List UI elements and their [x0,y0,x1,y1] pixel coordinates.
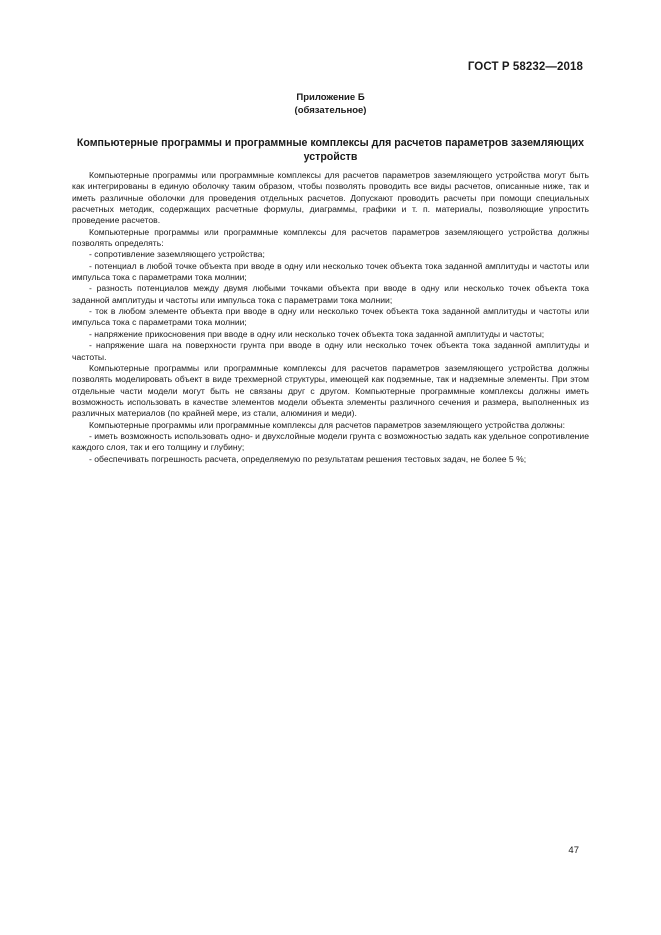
standard-code: ГОСТ Р 58232—2018 [467,61,583,73]
list-item: - напряжение шага на поверхности грунта при вводе в одну или несколько точек объекта тока заданной амплитуды и частоты. [72,340,589,362]
page-number: 47 [568,845,579,856]
list-item: - напряжение прикосновения при вводе в одну или несколько точек объекта тока заданной амплитуды и частоты; [89,328,545,339]
annex-title: Приложение Б [296,92,365,103]
list-item: - иметь возможность использовать одно- и двухслойные модели грунта с возможностью задать как удельное сопротивление каждого слоя, так и его толщину и глубину; [72,430,589,453]
annex-status: (обязательное) [294,105,367,116]
section-heading: Компьютерные программы и программные комплексы для расчетов параметров заземляющих устройств [76,137,585,163]
list-item: - сопротивление заземляющего устройства; [89,249,265,260]
paragraph: Компьютерные программы или программные комплексы для расчетов параметров заземляющего устройства могут быть как интегрированы в единую оболочку таким образом, чтобы позволять проводить все виды расчетов, описанные ниже, так и иметь различные оболочки для проведения отдельных расчетов. Допускают проводить расчеты при помощи специальных расчетных методик, содержащих расчетные формулы, диаграммы, графики и т. п. материалы, позволяющие упростить проведение расчетов. [72,170,589,226]
list-item: - разность потенциалов между двумя любыми точками объекта при вводе в одну или несколько точек объекта тока заданной амплитуды и частоты или импульса тока с параметрами тока молнии; [72,283,589,305]
list-item: - обеспечивать погрешность расчета, определяемую по результатам решения тестовых задач, не более 5 %; [89,453,527,464]
list-item: - ток в любом элементе объекта при вводе в одну или несколько точек объекта тока заданной амплитуды и частоты или импульса тока с параметрами тока молнии; [72,306,589,328]
paragraph: Компьютерные программы или программные комплексы для расчетов параметров заземляющего устройства должны: [89,419,566,430]
paragraph: Компьютерные программы или программные комплексы для расчетов параметров заземляющего устройства должны позволять определять: [72,226,589,249]
body-text [72,170,589,465]
paragraph: Компьютерные программы или программные комплексы для расчетов параметров заземляющего устройства должны позволять моделировать объект в виде трехмерной структуры, имеющей как подземные, так и надземные элементы. При этом отдельные части модели могут быть не связаны друг с другом. Компьютерные программные комплексы должны иметь возможность использовать в качестве элементов модели объекта элементы различного сечения и размера, выполненных из различных материалов (по крайней мере, из стали, алюминия и меди). [72,362,589,419]
list-item: - потенциал в любой точке объекта при вводе в одну или несколько точек объекта тока заданной амплитуды и частоты или импульса тока с параметрами тока молнии; [72,260,589,283]
annex-block [0,91,661,117]
